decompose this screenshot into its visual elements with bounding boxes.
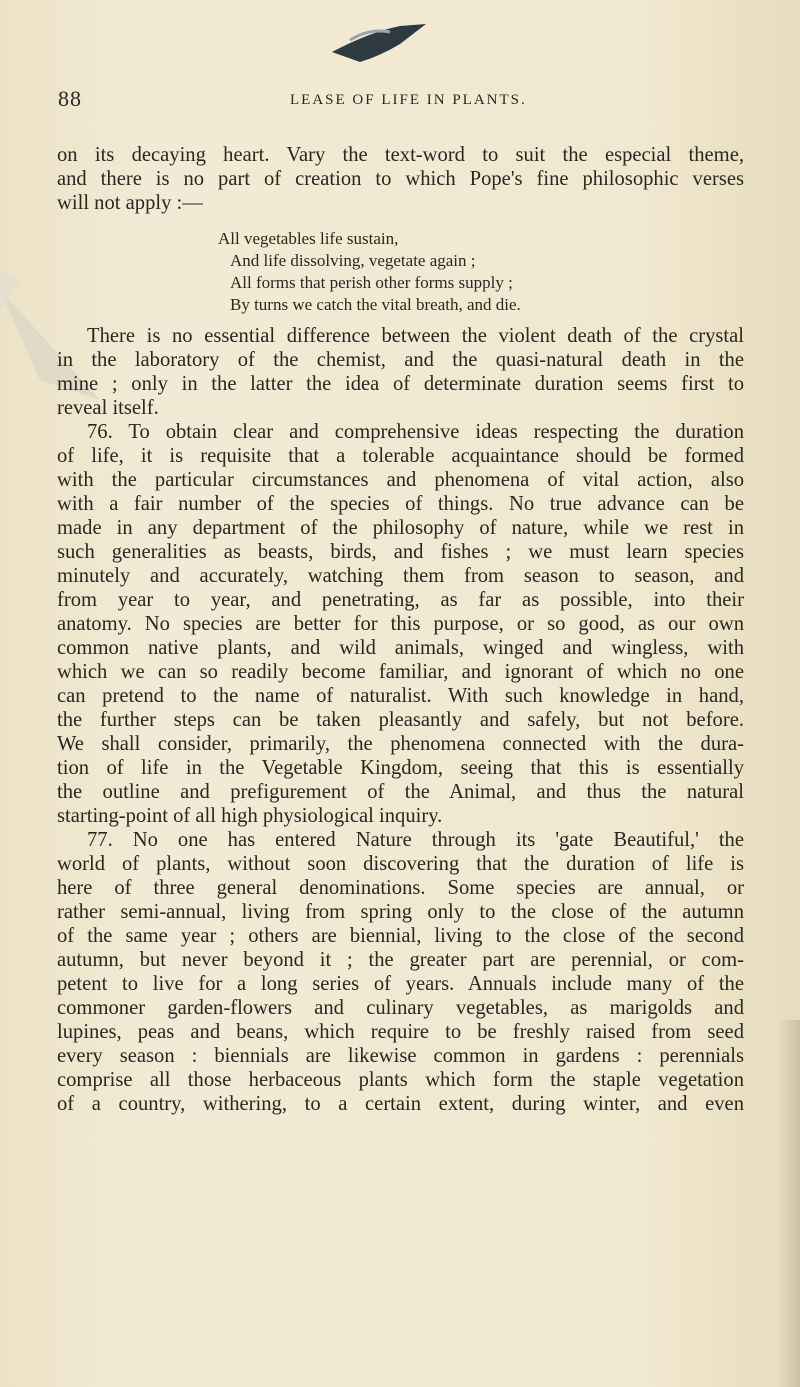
text-line: of a country, withering, to a certain extent, during winter, and even xyxy=(57,1093,744,1115)
ink-stain-mark xyxy=(330,22,430,72)
text-line: with a fair number of the species of things. No true advance can be xyxy=(57,493,744,515)
text-line: autumn, but never beyond it ; the greater part are perennial, or com- xyxy=(57,949,744,971)
text-line: starting-point of all high physiological inquiry. xyxy=(57,805,443,827)
text-line: minutely and accurately, watching them from season to season, and xyxy=(57,565,744,587)
text-line: from year to year, and penetrating, as far as possible, into their xyxy=(57,589,744,611)
text-line: on its decaying heart. Vary the text-word to suit the especial theme, xyxy=(57,144,744,166)
text-line: every season : biennials are likewise common in gardens : perennials xyxy=(57,1045,744,1067)
text-line: of life, it is requisite that a tolerable acquaintance should be formed xyxy=(57,445,744,467)
poem-line: All forms that perish other forms supply ; xyxy=(230,273,513,292)
text-line: and there is no part of creation to which Pope's fine philosophic verses xyxy=(57,168,744,190)
text-line: reveal itself. xyxy=(57,397,159,419)
text-line: tion of life in the Vegetable Kingdom, seeing that this is essentially xyxy=(57,757,744,779)
text-line: the further steps can be taken pleasantly and safely, but not before. xyxy=(57,709,744,731)
text-line: We shall consider, primarily, the phenomena connected with the dura- xyxy=(57,733,744,755)
text-line: will not apply :— xyxy=(57,192,203,214)
text-line: mine ; only in the latter the idea of determinate duration seems first to xyxy=(57,373,744,395)
text-line: such generalities as beasts, birds, and fishes ; we must learn species xyxy=(57,541,744,563)
text-line: made in any department of the philosophy of nature, while we rest in xyxy=(57,517,744,539)
poem-line: And life dissolving, vegetate again ; xyxy=(230,251,476,270)
text-line: here of three general denominations. Some species are annual, or xyxy=(57,877,744,899)
running-head: LEASE OF LIFE IN PLANTS. xyxy=(290,92,527,108)
text-line: of the same year ; others are biennial, living to the close of the second xyxy=(57,925,744,947)
text-line: petent to live for a long series of years. Annuals include many of the xyxy=(57,973,744,995)
text-line: 77. No one has entered Nature through its 'gate Beautiful,' the xyxy=(87,829,744,851)
page-edge-shadow xyxy=(778,1020,800,1387)
text-line: comprise all those herbaceous plants which form the staple vegetation xyxy=(57,1069,744,1091)
text-line: world of plants, without soon discovering that the duration of life is xyxy=(57,853,744,875)
text-line: There is no essential difference between the violent death of the crystal xyxy=(87,325,744,347)
text-line: in the laboratory of the chemist, and the quasi-natural death in the xyxy=(57,349,744,371)
text-line: with the particular circumstances and phenomena of vital action, also xyxy=(57,469,744,491)
page-number: 88 xyxy=(58,86,82,111)
text-line: lupines, peas and beans, which require to be freshly raised from seed xyxy=(57,1021,744,1043)
text-line: common native plants, and wild animals, winged and wingless, with xyxy=(57,637,744,659)
poem-line: By turns we catch the vital breath, and die. xyxy=(230,295,521,314)
text-line: the outline and prefigurement of the Animal, and thus the natural xyxy=(57,781,744,803)
text-line: which we can so readily become familiar, and ignorant of which no one xyxy=(57,661,744,683)
text-line: commoner garden-flowers and culinary vegetables, as marigolds and xyxy=(57,997,744,1019)
text-line: rather semi-annual, living from spring only to the close of the autumn xyxy=(57,901,744,923)
text-line: 76. To obtain clear and comprehensive ideas respecting the duration xyxy=(87,421,744,443)
text-line: can pretend to the name of naturalist. With such knowledge in hand, xyxy=(57,685,744,707)
poem-line: All vegetables life sustain, xyxy=(218,229,399,248)
text-line: anatomy. No species are better for this purpose, or so good, as our own xyxy=(57,613,744,635)
